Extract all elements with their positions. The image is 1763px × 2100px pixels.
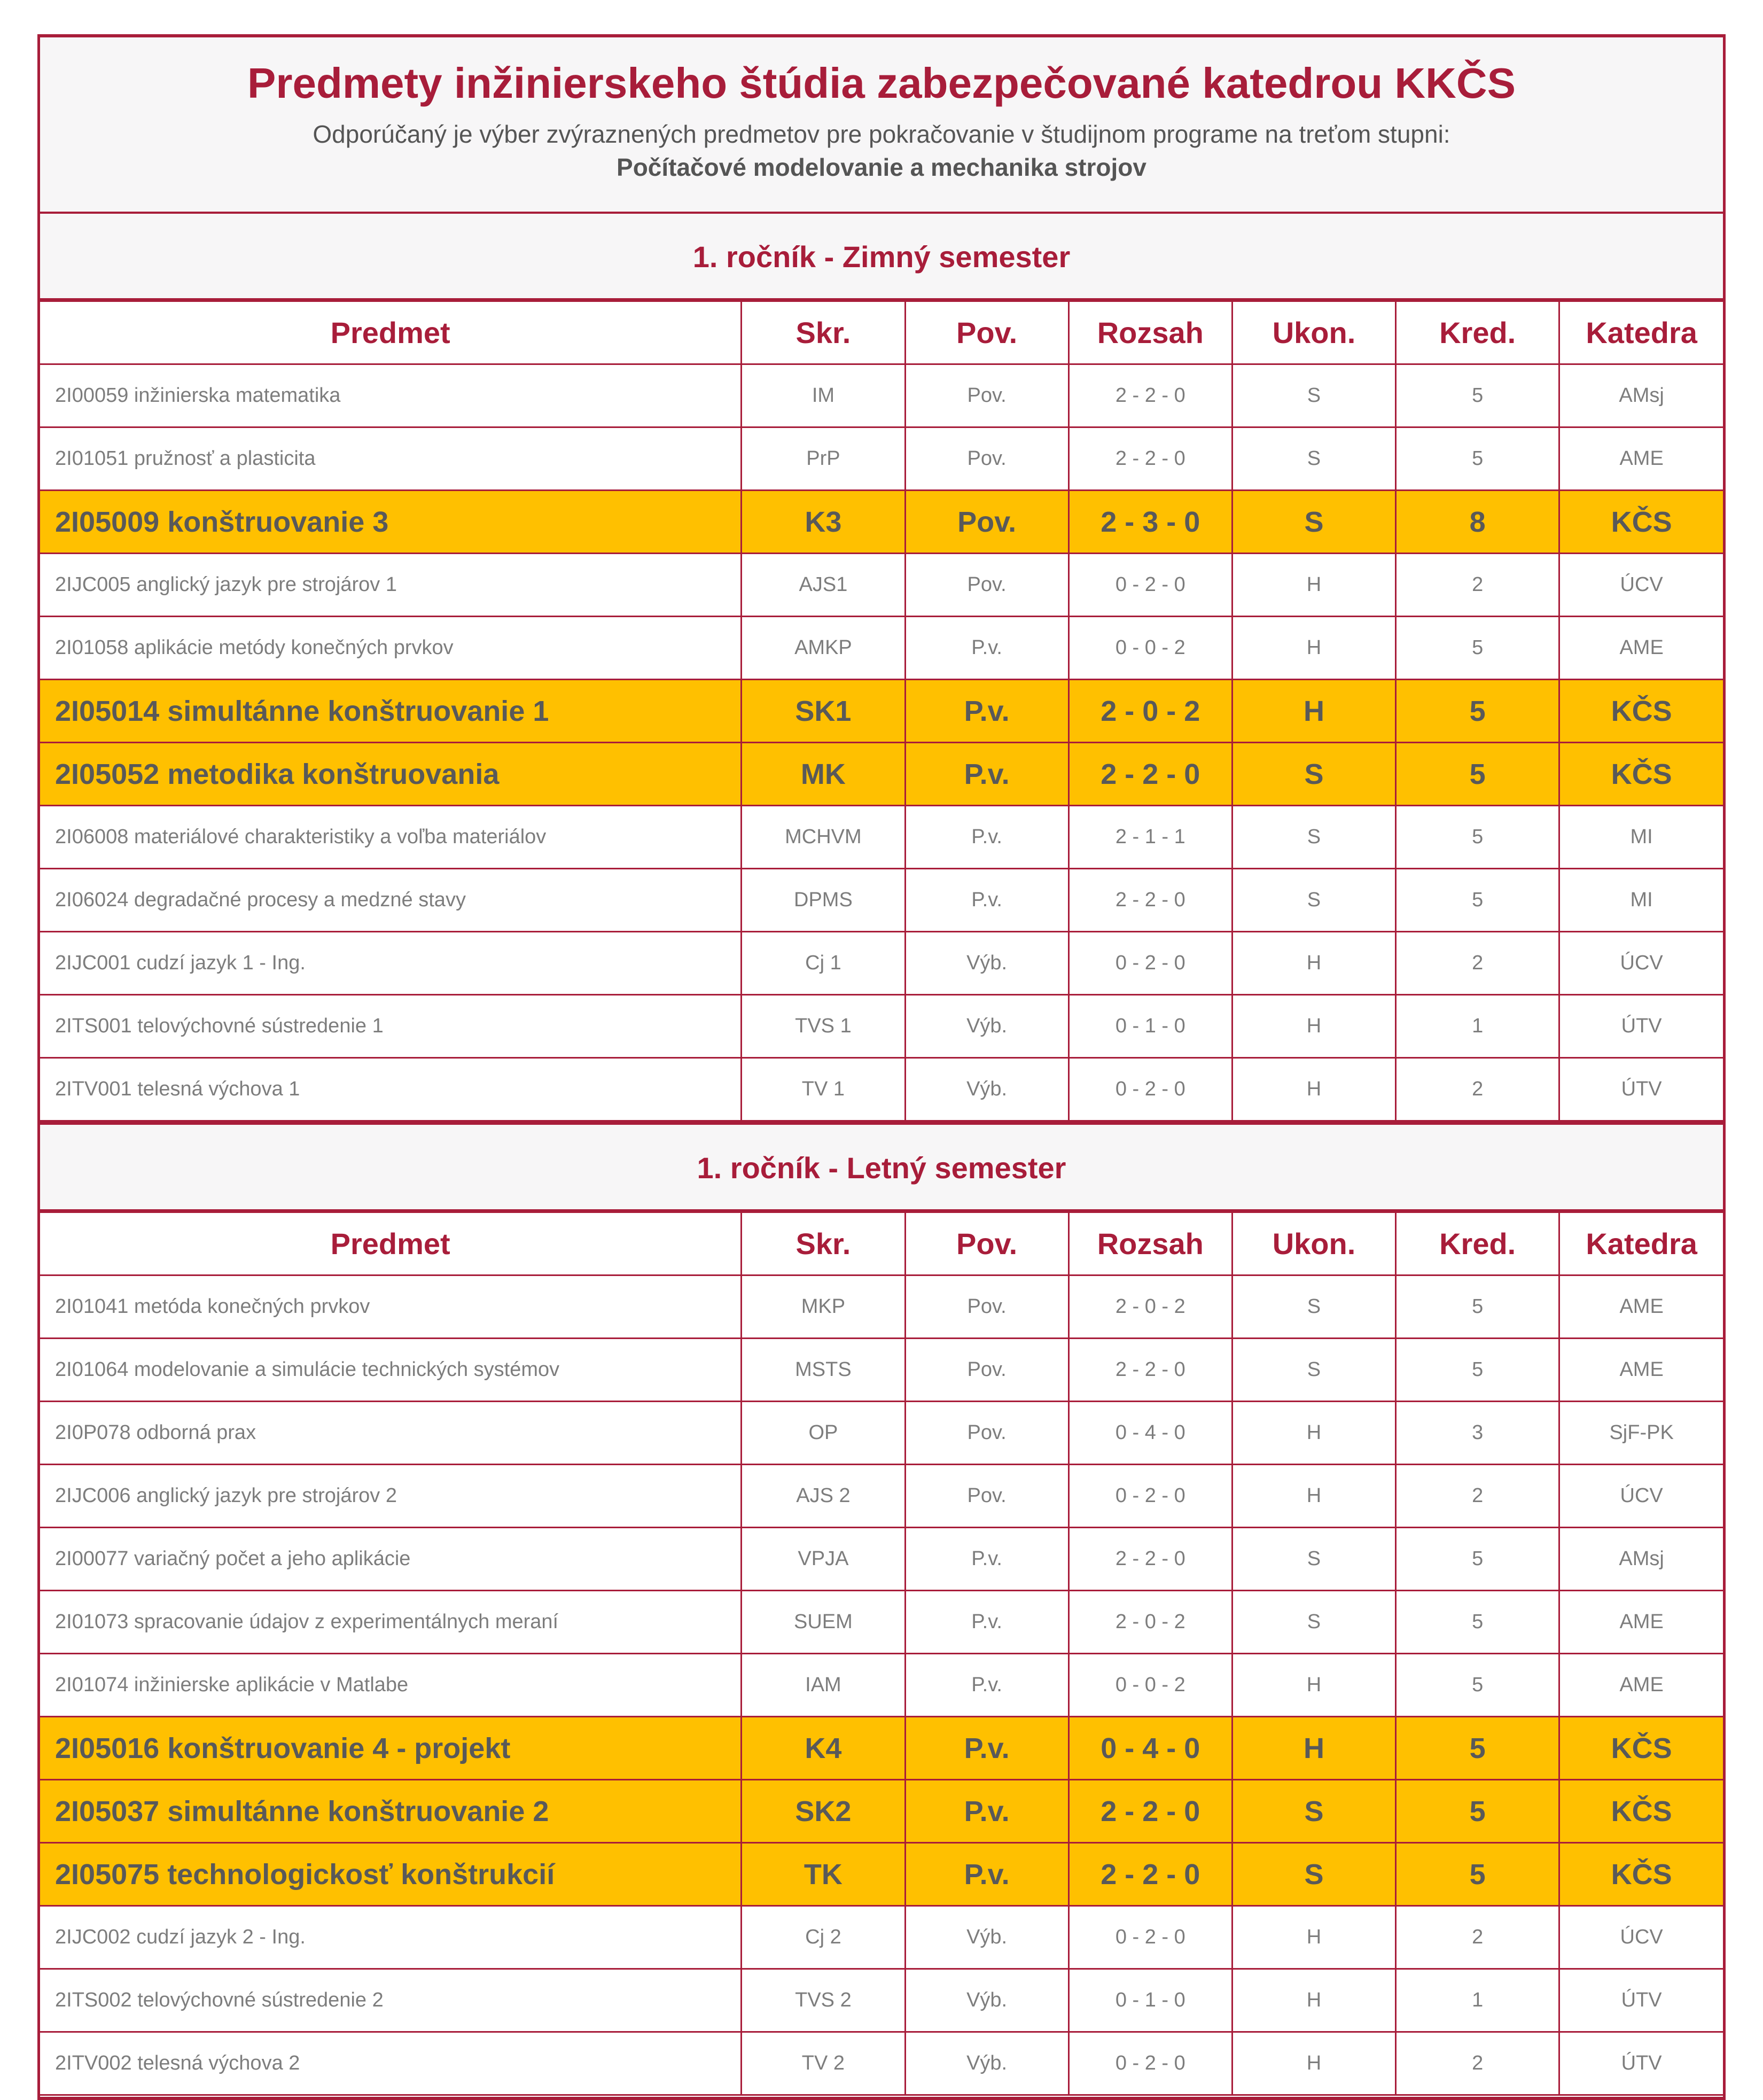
obligation-cell: Pov. [905, 1402, 1068, 1465]
department-cell: AMsj [1559, 1528, 1723, 1591]
column-header-skr: Skr. [742, 1212, 905, 1275]
credits-cell: 5 [1396, 1275, 1559, 1339]
completion-cell: H [1232, 932, 1395, 995]
obligation-cell: Pov. [905, 491, 1068, 554]
course-name-cell: 2ITV001 telesná výchova 1 [40, 1058, 742, 1121]
abbreviation-cell: IAM [742, 1654, 905, 1717]
credits-cell: 2 [1396, 932, 1559, 995]
completion-cell: H [1232, 1654, 1395, 1717]
table-row [40, 1339, 1723, 1402]
completion-cell: S [1232, 427, 1395, 491]
department-cell: ÚCV [1559, 1465, 1723, 1528]
abbreviation-cell: SK1 [742, 680, 905, 743]
obligation-cell: Výb. [905, 1906, 1068, 1969]
course-name-cell: 2I06008 materiálové charakteristiky a voľba materiálov [40, 806, 742, 869]
range-cell: 2 - 2 - 0 [1068, 427, 1232, 491]
semester-section [40, 214, 1723, 1122]
obligation-cell: Výb. [905, 995, 1068, 1058]
obligation-cell: P.v. [905, 1843, 1068, 1906]
table-row [40, 806, 1723, 869]
range-cell: 0 - 0 - 2 [1068, 1654, 1232, 1717]
course-name-cell: 2I00059 inžinierska matematika [40, 364, 742, 427]
abbreviation-cell: MCHVM [742, 806, 905, 869]
department-cell: ÚTV [1559, 2032, 1723, 2095]
range-cell: 2 - 0 - 2 [1068, 1591, 1232, 1654]
obligation-cell: P.v. [905, 869, 1068, 932]
range-cell: 0 - 2 - 0 [1068, 932, 1232, 995]
department-cell: KČS [1559, 1780, 1723, 1843]
credits-cell: 5 [1396, 617, 1559, 680]
page-header [40, 37, 1723, 214]
range-cell: 2 - 1 - 1 [1068, 806, 1232, 869]
course-name-cell: 2I01073 spracovanie údajov z experimentálnych meraní [40, 1591, 742, 1654]
completion-cell: H [1232, 995, 1395, 1058]
department-cell: ÚCV [1559, 932, 1723, 995]
column-header-predmet: Predmet [40, 301, 742, 364]
credits-cell: 2 [1396, 1465, 1559, 1528]
abbreviation-cell: Cj 2 [742, 1906, 905, 1969]
abbreviation-cell: TK [742, 1843, 905, 1906]
column-header-pov: Pov. [905, 1212, 1068, 1275]
program-name: Počítačové modelovanie a mechanika strojov [617, 153, 1146, 181]
department-cell: ÚCV [1559, 1906, 1723, 1969]
column-header-kred: Kred. [1396, 1212, 1559, 1275]
credits-cell: 5 [1396, 743, 1559, 806]
abbreviation-cell: MSTS [742, 1339, 905, 1402]
credits-cell: 5 [1396, 1591, 1559, 1654]
table-row [40, 1843, 1723, 1906]
column-header-skr: Skr. [742, 301, 905, 364]
course-name-cell: 2I05037 simultánne konštruovanie 2 [40, 1780, 742, 1843]
course-name-cell: 2ITS001 telovýchovné sústredenie 1 [40, 995, 742, 1058]
range-cell: 0 - 2 - 0 [1068, 1465, 1232, 1528]
range-cell: 2 - 2 - 0 [1068, 1339, 1232, 1402]
range-cell: 0 - 2 - 0 [1068, 2032, 1232, 2095]
completion-cell: S [1232, 1528, 1395, 1591]
credits-cell: 5 [1396, 680, 1559, 743]
range-cell: 2 - 2 - 0 [1068, 1843, 1232, 1906]
column-header-katedra: Katedra [1559, 1212, 1723, 1275]
department-cell: KČS [1559, 743, 1723, 806]
range-cell: 2 - 2 - 0 [1068, 869, 1232, 932]
abbreviation-cell: DPMS [742, 869, 905, 932]
department-cell: AME [1559, 427, 1723, 491]
table-row [40, 995, 1723, 1058]
table-row [40, 491, 1723, 554]
credits-cell: 5 [1396, 1528, 1559, 1591]
course-name-cell: 2I01041 metóda konečných prvkov [40, 1275, 742, 1339]
abbreviation-cell: K3 [742, 491, 905, 554]
department-cell: AMsj [1559, 364, 1723, 427]
completion-cell: S [1232, 491, 1395, 554]
course-name-cell: 2I01051 pružnosť a plasticita [40, 427, 742, 491]
semester-section [40, 1122, 1723, 2096]
obligation-cell: P.v. [905, 743, 1068, 806]
credits-cell: 2 [1396, 1906, 1559, 1969]
department-cell: ÚTV [1559, 995, 1723, 1058]
completion-cell: H [1232, 1058, 1395, 1121]
credits-cell: 2 [1396, 2032, 1559, 2095]
department-cell: KČS [1559, 1717, 1723, 1780]
abbreviation-cell: SUEM [742, 1591, 905, 1654]
completion-cell: H [1232, 554, 1395, 617]
course-name-cell: 2IJC002 cudzí jazyk 2 - Ing. [40, 1906, 742, 1969]
bottom-border [37, 2097, 1726, 2100]
course-name-cell: 2I05016 konštruovanie 4 - projekt [40, 1717, 742, 1780]
credits-cell: 5 [1396, 364, 1559, 427]
range-cell: 2 - 2 - 0 [1068, 1780, 1232, 1843]
obligation-cell: Pov. [905, 427, 1068, 491]
range-cell: 2 - 2 - 0 [1068, 1528, 1232, 1591]
completion-cell: H [1232, 1402, 1395, 1465]
abbreviation-cell: K4 [742, 1717, 905, 1780]
completion-cell: S [1232, 806, 1395, 869]
obligation-cell: P.v. [905, 1717, 1068, 1780]
credits-cell: 1 [1396, 995, 1559, 1058]
department-cell: ÚTV [1559, 1058, 1723, 1121]
obligation-cell: Pov. [905, 364, 1068, 427]
obligation-cell: Pov. [905, 1275, 1068, 1339]
abbreviation-cell: AJS1 [742, 554, 905, 617]
completion-cell: S [1232, 743, 1395, 806]
course-name-cell: 2IJC001 cudzí jazyk 1 - Ing. [40, 932, 742, 995]
department-cell: KČS [1559, 1843, 1723, 1906]
department-cell: KČS [1559, 680, 1723, 743]
course-table [40, 300, 1723, 1122]
table-row [40, 1717, 1723, 1780]
abbreviation-cell: TVS 2 [742, 1969, 905, 2032]
range-cell: 2 - 2 - 0 [1068, 743, 1232, 806]
abbreviation-cell: MK [742, 743, 905, 806]
obligation-cell: P.v. [905, 1780, 1068, 1843]
course-name-cell: 2IJC005 anglický jazyk pre strojárov 1 [40, 554, 742, 617]
department-cell: AME [1559, 1591, 1723, 1654]
completion-cell: H [1232, 1906, 1395, 1969]
department-cell: AME [1559, 617, 1723, 680]
range-cell: 2 - 3 - 0 [1068, 491, 1232, 554]
credits-cell: 2 [1396, 554, 1559, 617]
completion-cell: S [1232, 364, 1395, 427]
course-name-cell: 2I05052 metodika konštruovania [40, 743, 742, 806]
department-cell: KČS [1559, 491, 1723, 554]
range-cell: 0 - 1 - 0 [1068, 1969, 1232, 2032]
range-cell: 0 - 2 - 0 [1068, 1058, 1232, 1121]
completion-cell: S [1232, 1591, 1395, 1654]
credits-cell: 3 [1396, 1402, 1559, 1465]
credits-cell: 8 [1396, 491, 1559, 554]
obligation-cell: Výb. [905, 1969, 1068, 2032]
completion-cell: H [1232, 1465, 1395, 1528]
abbreviation-cell: TV 2 [742, 2032, 905, 2095]
table-row [40, 364, 1723, 427]
table-row [40, 743, 1723, 806]
semester-list [40, 214, 1723, 2096]
range-cell: 0 - 4 - 0 [1068, 1717, 1232, 1780]
range-cell: 0 - 1 - 0 [1068, 995, 1232, 1058]
department-cell: SjF-PK [1559, 1402, 1723, 1465]
table-row [40, 1969, 1723, 2032]
page-title: Predmety inžinierskeho štúdia zabezpečované katedrou KKČS [247, 59, 1516, 107]
obligation-cell: P.v. [905, 617, 1068, 680]
table-row [40, 869, 1723, 932]
obligation-cell: P.v. [905, 806, 1068, 869]
completion-cell: H [1232, 680, 1395, 743]
abbreviation-cell: SK2 [742, 1780, 905, 1843]
course-table-frame [37, 34, 1726, 2100]
course-name-cell: 2I05075 technologickosť konštrukcií [40, 1843, 742, 1906]
table-row [40, 932, 1723, 995]
credits-cell: 5 [1396, 1843, 1559, 1906]
abbreviation-cell: Cj 1 [742, 932, 905, 995]
course-name-cell: 2I05009 konštruovanie 3 [40, 491, 742, 554]
table-row [40, 680, 1723, 743]
obligation-cell: Pov. [905, 1339, 1068, 1402]
range-cell: 2 - 0 - 2 [1068, 1275, 1232, 1339]
department-cell: AME [1559, 1654, 1723, 1717]
department-cell: ÚTV [1559, 1969, 1723, 2032]
course-name-cell: 2I01074 inžinierske aplikácie v Matlabe [40, 1654, 742, 1717]
abbreviation-cell: OP [742, 1402, 905, 1465]
credits-cell: 5 [1396, 1717, 1559, 1780]
completion-cell: S [1232, 1780, 1395, 1843]
completion-cell: H [1232, 1717, 1395, 1780]
range-cell: 2 - 0 - 2 [1068, 680, 1232, 743]
credits-cell: 2 [1396, 1058, 1559, 1121]
range-cell: 0 - 2 - 0 [1068, 554, 1232, 617]
course-name-cell: 2I00077 variačný počet a jeho aplikácie [40, 1528, 742, 1591]
obligation-cell: Výb. [905, 932, 1068, 995]
credits-cell: 5 [1396, 806, 1559, 869]
table-header-row [40, 1212, 1723, 1275]
abbreviation-cell: VPJA [742, 1528, 905, 1591]
range-cell: 0 - 4 - 0 [1068, 1402, 1232, 1465]
course-name-cell: 2I0P078 odborná prax [40, 1402, 742, 1465]
column-header-predmet: Predmet [40, 1212, 742, 1275]
obligation-cell: P.v. [905, 1528, 1068, 1591]
department-cell: AME [1559, 1275, 1723, 1339]
range-cell: 2 - 2 - 0 [1068, 364, 1232, 427]
obligation-cell: P.v. [905, 1591, 1068, 1654]
column-header-pov: Pov. [905, 301, 1068, 364]
table-row [40, 617, 1723, 680]
table-row [40, 427, 1723, 491]
credits-cell: 5 [1396, 869, 1559, 932]
obligation-cell: P.v. [905, 680, 1068, 743]
column-header-rozsah: Rozsah [1068, 301, 1232, 364]
course-name-cell: 2I01064 modelovanie a simulácie technických systémov [40, 1339, 742, 1402]
obligation-cell: Pov. [905, 554, 1068, 617]
obligation-cell: Výb. [905, 2032, 1068, 2095]
abbreviation-cell: IM [742, 364, 905, 427]
course-name-cell: 2I06024 degradačné procesy a medzné stavy [40, 869, 742, 932]
abbreviation-cell: TVS 1 [742, 995, 905, 1058]
department-cell: MI [1559, 806, 1723, 869]
column-header-katedra: Katedra [1559, 301, 1723, 364]
abbreviation-cell: PrP [742, 427, 905, 491]
credits-cell: 5 [1396, 1339, 1559, 1402]
page-subtitle: Odporúčaný je výber zvýraznených predmetov pre pokračovanie v študijnom programe na treťom stupni: [313, 120, 1450, 148]
completion-cell: H [1232, 617, 1395, 680]
credits-cell: 5 [1396, 1654, 1559, 1717]
abbreviation-cell: AJS 2 [742, 1465, 905, 1528]
credits-cell: 1 [1396, 1969, 1559, 2032]
table-row [40, 554, 1723, 617]
table-row [40, 1528, 1723, 1591]
completion-cell: S [1232, 1275, 1395, 1339]
abbreviation-cell: AMKP [742, 617, 905, 680]
completion-cell: H [1232, 1969, 1395, 2032]
completion-cell: S [1232, 869, 1395, 932]
course-name-cell: 2I05014 simultánne konštruovanie 1 [40, 680, 742, 743]
table-row [40, 1402, 1723, 1465]
department-cell: AME [1559, 1339, 1723, 1402]
obligation-cell: Výb. [905, 1058, 1068, 1121]
table-row [40, 2032, 1723, 2095]
completion-cell: S [1232, 1339, 1395, 1402]
range-cell: 0 - 0 - 2 [1068, 617, 1232, 680]
obligation-cell: P.v. [905, 1654, 1068, 1717]
column-header-kred: Kred. [1396, 301, 1559, 364]
course-name-cell: 2ITS002 telovýchovné sústredenie 2 [40, 1969, 742, 2032]
table-row [40, 1780, 1723, 1843]
course-name-cell: 2I01058 aplikácie metódy konečných prvkov [40, 617, 742, 680]
table-row [40, 1275, 1723, 1339]
credits-cell: 5 [1396, 427, 1559, 491]
table-row [40, 1906, 1723, 1969]
completion-cell: H [1232, 2032, 1395, 2095]
credits-cell: 5 [1396, 1780, 1559, 1843]
column-header-ukon: Ukon. [1232, 301, 1395, 364]
table-row [40, 1058, 1723, 1121]
semester-title: 1. ročník - Letný semester [40, 1125, 1723, 1211]
obligation-cell: Pov. [905, 1465, 1068, 1528]
abbreviation-cell: TV 1 [742, 1058, 905, 1121]
table-row [40, 1654, 1723, 1717]
table-row [40, 1465, 1723, 1528]
column-header-rozsah: Rozsah [1068, 1212, 1232, 1275]
department-cell: ÚCV [1559, 554, 1723, 617]
semester-title: 1. ročník - Zimný semester [40, 214, 1723, 300]
abbreviation-cell: MKP [742, 1275, 905, 1339]
department-cell: MI [1559, 869, 1723, 932]
table-header-row [40, 301, 1723, 364]
course-table [40, 1211, 1723, 2096]
range-cell: 0 - 2 - 0 [1068, 1906, 1232, 1969]
course-name-cell: 2IJC006 anglický jazyk pre strojárov 2 [40, 1465, 742, 1528]
table-row [40, 1591, 1723, 1654]
completion-cell: S [1232, 1843, 1395, 1906]
column-header-ukon: Ukon. [1232, 1212, 1395, 1275]
course-name-cell: 2ITV002 telesná výchova 2 [40, 2032, 742, 2095]
